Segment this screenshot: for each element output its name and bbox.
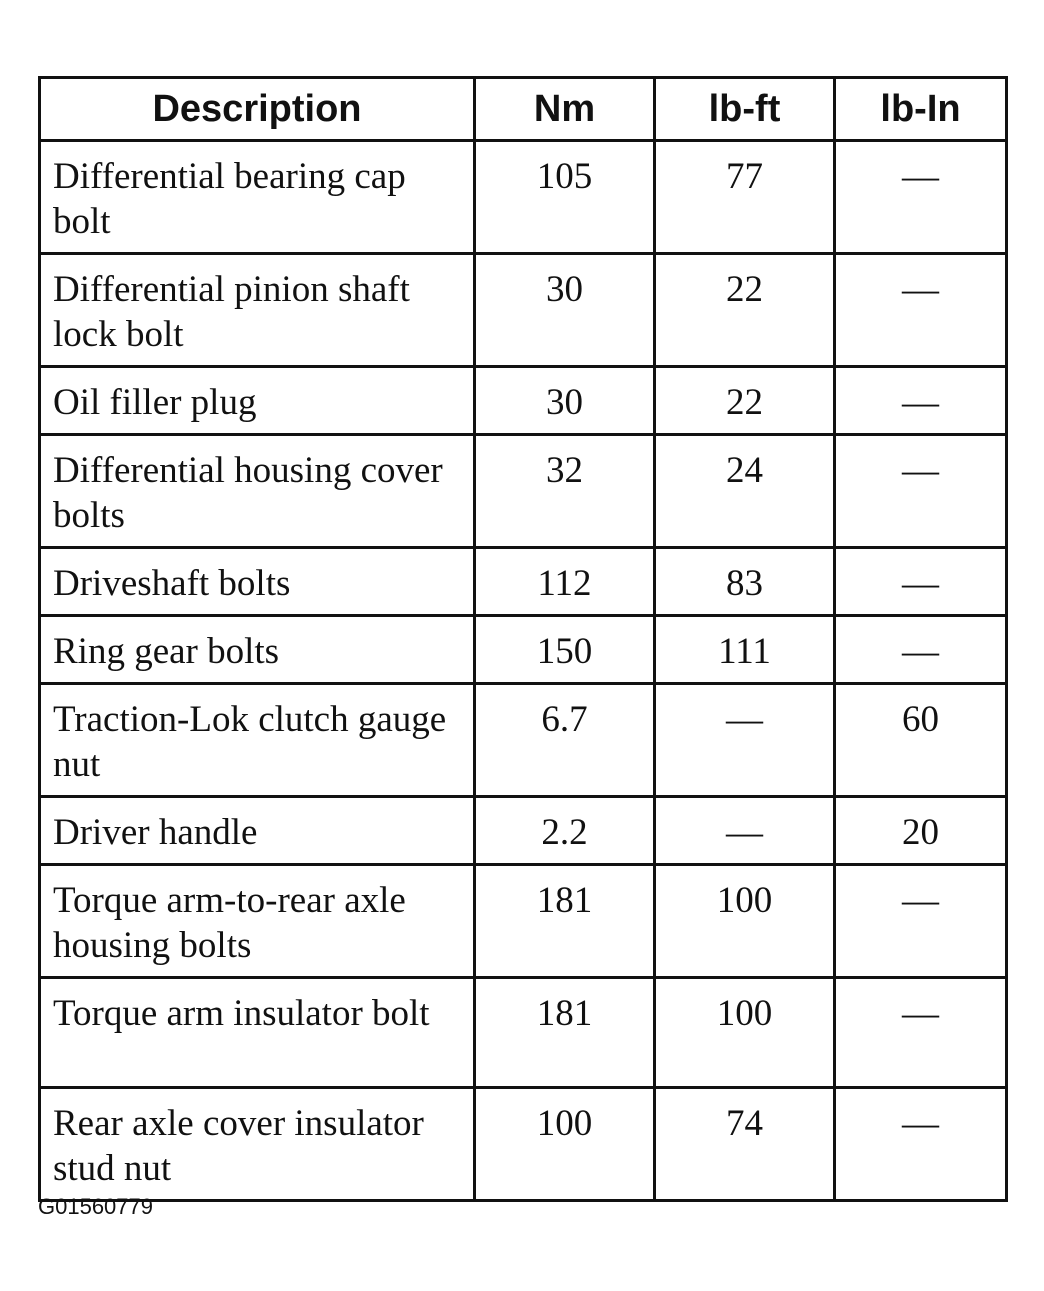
cell-lb-in: — (835, 254, 1007, 367)
cell-nm: 181 (475, 978, 655, 1088)
cell-lb-in: — (835, 616, 1007, 684)
cell-description: Rear axle cover insulator stud nut (40, 1088, 475, 1201)
cell-lb-ft: 111 (655, 616, 835, 684)
table-row (40, 978, 1007, 1088)
cell-lb-ft: — (655, 797, 835, 865)
header-description: Description (40, 78, 475, 141)
header-lb-in: lb-In (835, 78, 1007, 141)
header-row (40, 78, 1007, 141)
cell-description: Differential pinion shaft lock bolt (40, 254, 475, 367)
cell-nm: 150 (475, 616, 655, 684)
cell-lb-in: — (835, 367, 1007, 435)
header-lb-ft: lb-ft (655, 78, 835, 141)
cell-description: Torque arm insulator bolt (40, 978, 475, 1088)
cell-lb-in: — (835, 141, 1007, 254)
cell-nm: 30 (475, 254, 655, 367)
cell-description: Driveshaft bolts (40, 548, 475, 616)
cell-lb-ft: 74 (655, 1088, 835, 1201)
cell-nm: 105 (475, 141, 655, 254)
cell-nm: 6.7 (475, 684, 655, 797)
cell-description: Traction-Lok clutch gauge nut (40, 684, 475, 797)
cell-description: Oil filler plug (40, 367, 475, 435)
cell-lb-ft: 83 (655, 548, 835, 616)
cell-nm: 181 (475, 865, 655, 978)
cell-lb-ft: 100 (655, 865, 835, 978)
torque-specifications-table (38, 76, 1008, 1202)
table-row (40, 141, 1007, 254)
figure-code: G01560779 (38, 1194, 153, 1219)
cell-lb-in: — (835, 435, 1007, 548)
cell-lb-ft: — (655, 684, 835, 797)
table-row (40, 1088, 1007, 1201)
table-row (40, 865, 1007, 978)
cell-lb-ft: 24 (655, 435, 835, 548)
table-row (40, 616, 1007, 684)
header-nm: Nm (475, 78, 655, 141)
cell-lb-in: — (835, 865, 1007, 978)
cell-nm: 2.2 (475, 797, 655, 865)
cell-lb-in: — (835, 1088, 1007, 1201)
cell-description: Torque arm-to-rear axle housing bolts (40, 865, 475, 978)
cell-lb-ft: 100 (655, 978, 835, 1088)
cell-lb-in: 60 (835, 684, 1007, 797)
cell-description: Differential housing cover bolts (40, 435, 475, 548)
cell-description: Differential bearing cap bolt (40, 141, 475, 254)
cell-description: Driver handle (40, 797, 475, 865)
cell-lb-ft: 77 (655, 141, 835, 254)
table-header (40, 78, 1007, 141)
table-row (40, 797, 1007, 865)
cell-lb-ft: 22 (655, 367, 835, 435)
cell-nm: 100 (475, 1088, 655, 1201)
cell-nm: 32 (475, 435, 655, 548)
table-row (40, 367, 1007, 435)
table-row (40, 254, 1007, 367)
table-row (40, 435, 1007, 548)
cell-description: Ring gear bolts (40, 616, 475, 684)
cell-lb-in: — (835, 978, 1007, 1088)
table-row (40, 684, 1007, 797)
cell-lb-ft: 22 (655, 254, 835, 367)
cell-nm: 112 (475, 548, 655, 616)
cell-lb-in: 20 (835, 797, 1007, 865)
cell-lb-in: — (835, 548, 1007, 616)
cell-nm: 30 (475, 367, 655, 435)
table-body (40, 141, 1007, 1201)
table-row (40, 548, 1007, 616)
